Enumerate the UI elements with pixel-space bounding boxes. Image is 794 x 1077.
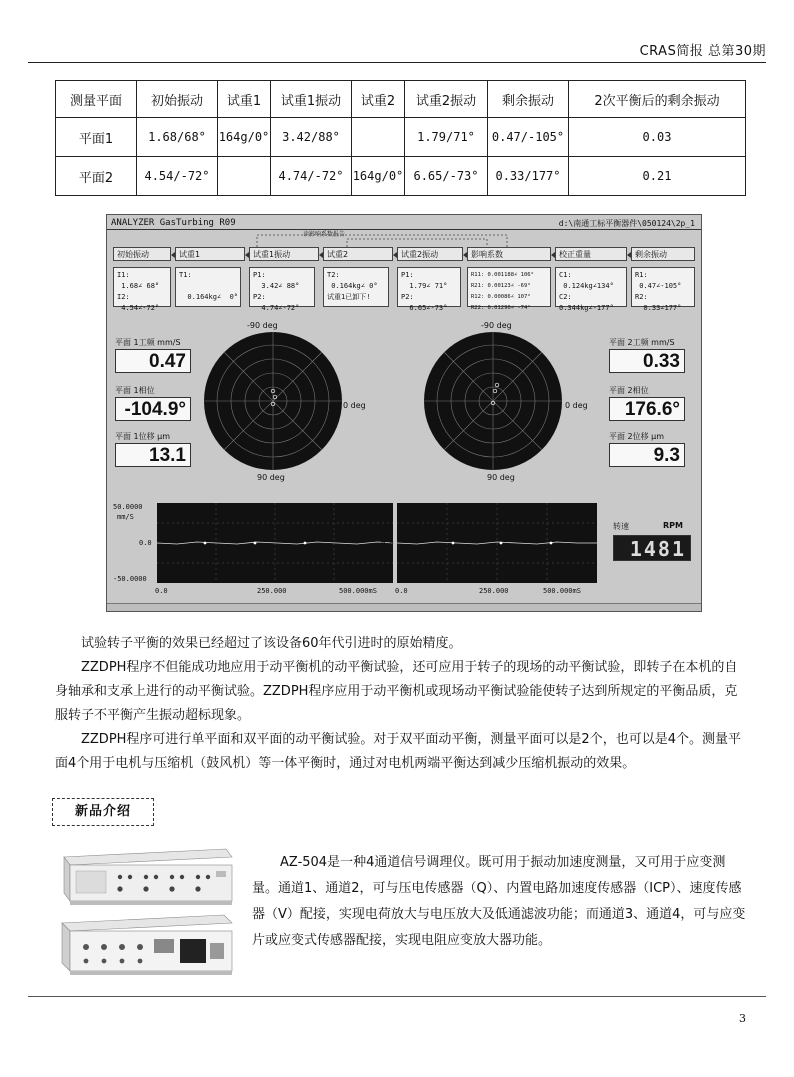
table-header-cell: 试重1 (218, 81, 271, 118)
product-device-image (56, 843, 236, 981)
trial-2-vibration-values: P1: 1.79∠ 71° P2: 6.65∠-73° (397, 267, 461, 307)
plane2-displacement-value: 9.3 (609, 443, 685, 467)
journal-header: CRAS简报 总第30期 (639, 44, 766, 59)
table-cell (352, 118, 405, 157)
polar1-top-label: -90 deg (247, 321, 278, 330)
flow-connector-lines (107, 229, 701, 249)
table-header-cell: 测量平面 (56, 81, 137, 118)
table-row (56, 157, 746, 196)
wave2-x1: 250.000 (479, 587, 509, 595)
table-row (56, 118, 746, 157)
plane2-displacement-label: 平面 2位移 μm (609, 432, 665, 441)
plane1-displacement-value: 13.1 (115, 443, 191, 467)
table-header-cell: 试重1振动 (271, 81, 352, 118)
wave1-ymin: -50.0000 (113, 575, 147, 583)
wave1-ymid: 0.0 (139, 539, 152, 547)
plane1-phase-label: 平面 1相位 (115, 386, 155, 395)
product-description: AZ-504是一种4通道信号调理仪。既可用于振动加速度测量，又可用于应变测量。通道1、通道2，可与压电传感器（Q）、内置电路加速度传感器（ICP）、速度传感器（V）配接，实现电荷放大与电压放大及低通滤波功能；而通道3、通道4，可与应变片或应变式传感器配接，实现电阻应变放大器功能。 (252, 855, 746, 948)
table-header-cell: 试重2 (352, 81, 405, 118)
initial-vibration-values: I1: 1.68∠ 68° I2: 4.54∠-72° (113, 267, 171, 307)
table-cell: 1.79/71° (405, 118, 488, 157)
table-cell: 3.42/88° (271, 118, 352, 157)
plane2-phase-label: 平面 2相位 (609, 386, 649, 395)
balance-results-table (55, 80, 746, 196)
wave1-x2: 500.000mS (339, 587, 377, 595)
step-trial-weight-2[interactable]: 试重2 (323, 247, 393, 261)
header-rule (28, 62, 766, 63)
wave1-unit: mm/S (117, 513, 134, 521)
plane1-freq-label: 平面 1工频 mm/S (115, 338, 181, 347)
table-cell: 平面1 (56, 118, 137, 157)
analyzer-file-path: d:\南通工标平衡器件\050124\2p_1 (558, 219, 695, 228)
wave2-unit: mm/S (361, 513, 378, 521)
plane1-displacement-label: 平面 1位移 μm (115, 432, 171, 441)
analyzer-title: ANALYZER GasTurbing R09 (111, 218, 236, 228)
polar-plot-plane2 (423, 331, 563, 471)
wave1-ymax: 50.0000 (113, 503, 143, 511)
paragraph: ZZDPH程序可进行单平面和双平面的动平衡试验。对于双平面动平衡，测量平面可以是2个，也可以是4个。测量平面4个用于电机与压缩机（鼓风机）等一体平衡时，通过对电机两端平衡达到减少压缩机振动的效果。 (55, 732, 741, 771)
polar1-right-label: 0 deg (343, 401, 366, 410)
residual-vibration-values: R1: 0.47∠-105° R2: 0.33∠177° (631, 267, 695, 307)
table-cell: 4.54/-72° (137, 157, 218, 196)
paragraph: ZZDPH程序不但能成功地应用于动平衡机的动平衡试验，还可应用于转子的现场的动平衡试验，即转子在本机的自身轴承和支承上进行的动平衡试验。ZZDPH程序应用于动平衡机或现场动平衡试验能使转子达到所规定的平衡品质，克服转子不平衡产生振动超标现象。 (55, 660, 738, 723)
step-residual-vibration[interactable]: 剩余振动 (631, 247, 695, 261)
table-cell: 4.74/-72° (271, 157, 352, 196)
trial-weight-1-values: T1: 0.164kg∠ 0° (175, 267, 241, 307)
step-trial-weight-1[interactable]: 试重1 (175, 247, 245, 261)
table-cell: 0.03 (569, 118, 746, 157)
table-cell: 平面2 (56, 157, 137, 196)
table-cell (218, 157, 271, 196)
table-cell: 0.47/-105° (488, 118, 569, 157)
table-cell: 164g/0° (218, 118, 271, 157)
table-cell: 0.33/177° (488, 157, 569, 196)
polar2-bottom-label: 90 deg (487, 473, 515, 482)
table-header-cell: 剩余振动 (488, 81, 569, 118)
new-product-badge: 新品介绍 (52, 798, 154, 826)
wave1-x0: 0.0 (155, 587, 168, 595)
flow-note: 读影响系数报告 (303, 231, 346, 238)
wave2-x2: 500.000mS (543, 587, 581, 595)
plane2-phase-value: 176.6° (609, 397, 685, 421)
correction-weight-values: C1: 0.124kg∠134° C2: 0.344kg∠-177° (555, 267, 627, 307)
table-header-row (56, 81, 746, 118)
polar2-right-label: 0 deg (565, 401, 588, 410)
polar2-top-label: -90 deg (481, 321, 512, 330)
wave2-ymid: 0.0 (381, 539, 394, 547)
waveform-plane2 (397, 503, 597, 583)
analyzer-screenshot (106, 214, 702, 612)
trial-1-vibration-values: P1: 3.42∠ 88° P2: 4.74∠-72° (249, 267, 315, 307)
table-cell: 164g/0° (352, 157, 405, 196)
polar-plot-plane1 (203, 331, 343, 471)
influence-coefficient-values: R11: 0.001188∠ 106° R21: 0.00123∠ -69° R12: 0.00086∠ 107° R22: 0.01290∠ -74° (467, 267, 551, 307)
rpm-display: 1481 (613, 535, 691, 561)
table-header-cell: 初始振动 (137, 81, 218, 118)
wave2-ymax: 50.0000 (357, 503, 387, 511)
table-header-cell: 试重2振动 (405, 81, 488, 118)
wave1-x1: 250.000 (257, 587, 287, 595)
table-cell: 0.21 (569, 157, 746, 196)
footer-rule (28, 996, 766, 997)
waveform-plane1 (157, 503, 393, 583)
page-number: 3 (739, 1012, 746, 1025)
trial-weight-2-values: T2: 0.164kg∠ 0° 试重1已卸下! (323, 267, 389, 307)
step-arrows (107, 248, 701, 262)
polar1-bottom-label: 90 deg (257, 473, 285, 482)
rpm-unit: RPM (663, 521, 683, 530)
table-cell: 1.68/68° (137, 118, 218, 157)
plane1-freq-value: 0.47 (115, 349, 191, 373)
wave2-ymin: -50.0000 (357, 575, 391, 583)
step-trial-1-vibration[interactable]: 试重1振动 (249, 247, 319, 261)
step-influence-coefficient[interactable]: 影响系数 (467, 247, 551, 261)
paragraph: 试验转子平衡的效果已经超过了该设备60年代引进时的原始精度。 (81, 636, 462, 651)
table-cell: 6.65/-73° (405, 157, 488, 196)
step-trial-2-vibration[interactable]: 试重2振动 (397, 247, 463, 261)
plane1-phase-value: -104.9° (115, 397, 191, 421)
table-header-cell: 2次平衡后的剩余振动 (569, 81, 746, 118)
plane2-freq-value: 0.33 (609, 349, 685, 373)
rpm-label: 转速 (613, 522, 629, 531)
taskbar-strip (107, 603, 701, 612)
wave2-x0: 0.0 (395, 587, 408, 595)
plane2-freq-label: 平面 2工频 mm/S (609, 338, 675, 347)
step-initial-vibration[interactable]: 初始振动 (113, 247, 171, 261)
step-correction-weight[interactable]: 校正重量 (555, 247, 627, 261)
